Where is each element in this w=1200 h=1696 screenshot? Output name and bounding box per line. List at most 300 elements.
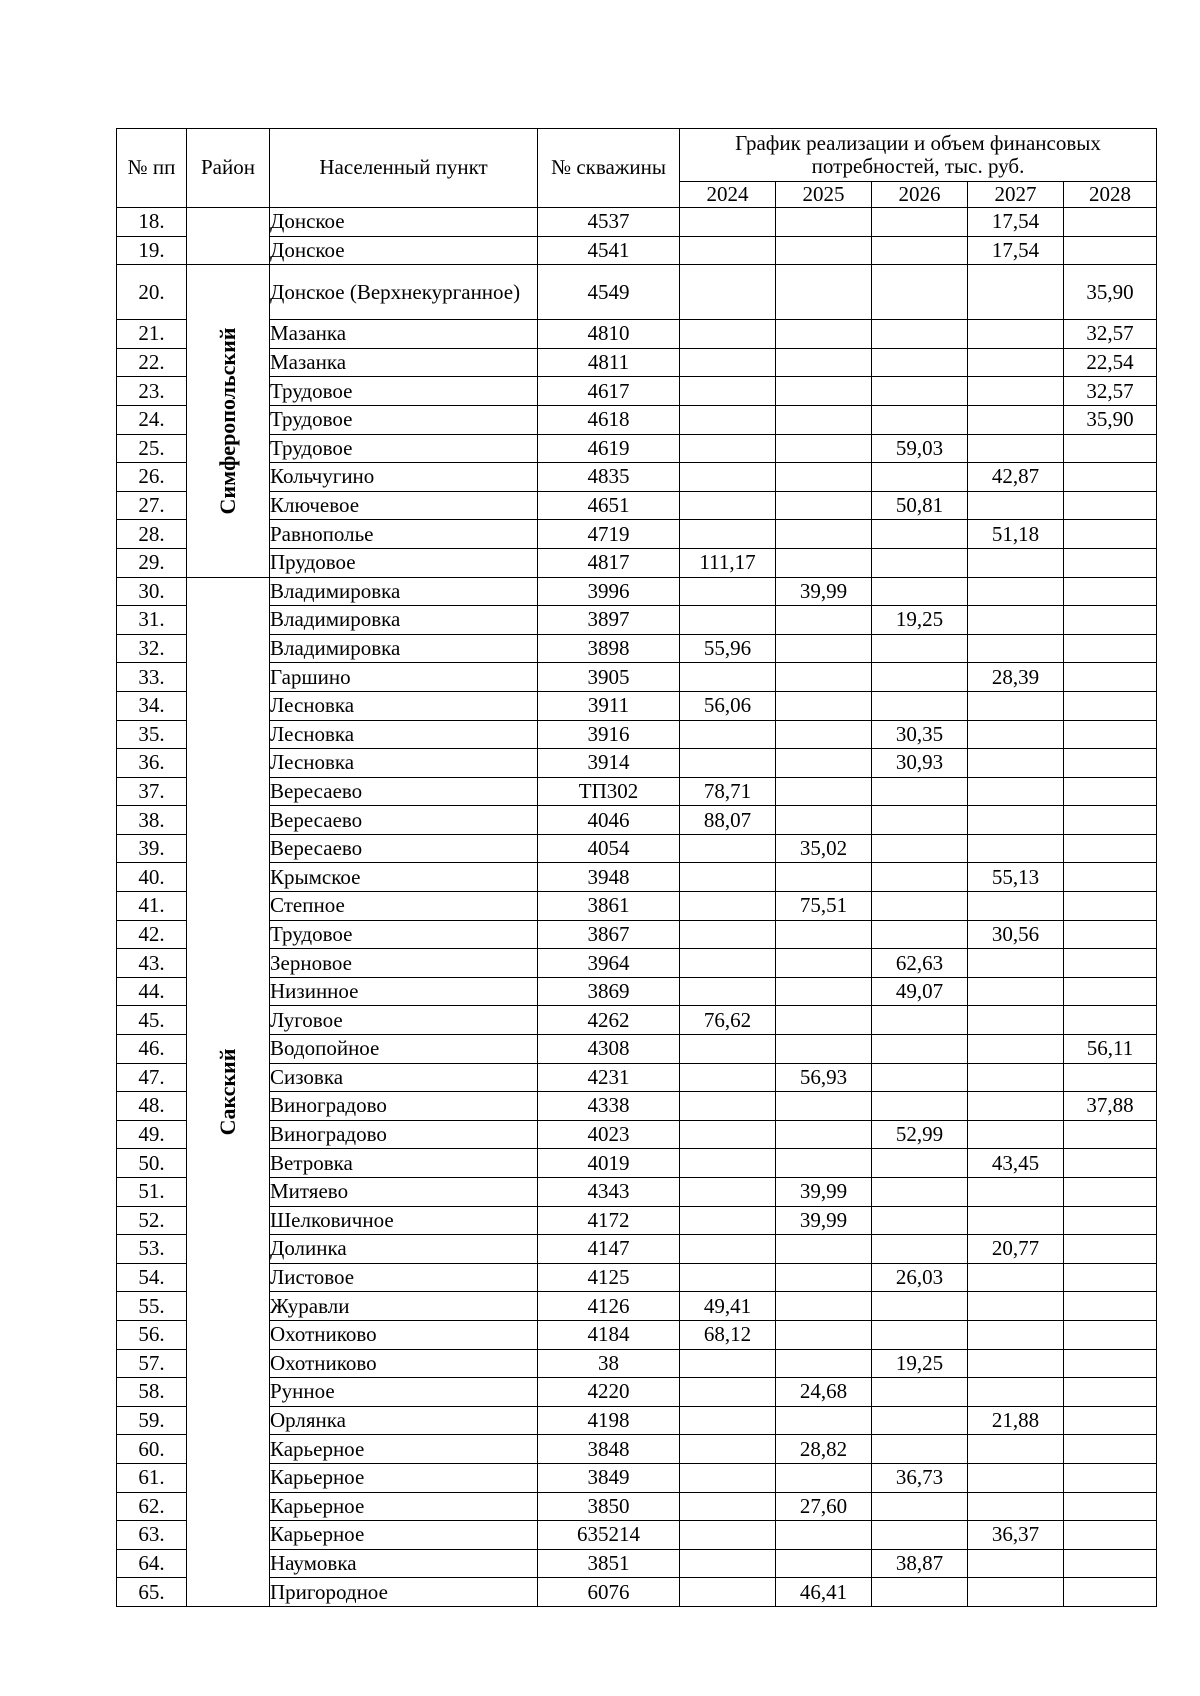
- amount-cell: [680, 920, 776, 949]
- amount-cell: [680, 1092, 776, 1121]
- amount-cell: [680, 749, 776, 778]
- table-row: [117, 1178, 1157, 1207]
- amount-cell: [1064, 863, 1157, 892]
- table-row: [117, 749, 1157, 778]
- amount-cell: [872, 691, 968, 720]
- settlement-name: Ветровка: [270, 1149, 538, 1178]
- well-number: 3964: [538, 949, 680, 978]
- amount-cell: [872, 1406, 968, 1435]
- settlement-name: Вересаево: [270, 834, 538, 863]
- settlement-name: Донское (Верхнекурганное): [270, 265, 538, 320]
- amount-cell: [872, 1035, 968, 1064]
- row-number: 25.: [117, 434, 187, 463]
- amount-cell: [1064, 1463, 1157, 1492]
- amount-cell: [872, 577, 968, 606]
- well-number: 3916: [538, 720, 680, 749]
- amount-cell: 36,37: [968, 1521, 1064, 1550]
- amount-cell: [680, 663, 776, 692]
- row-number: 48.: [117, 1092, 187, 1121]
- amount-cell: 56,11: [1064, 1035, 1157, 1064]
- amount-cell: [968, 720, 1064, 749]
- amount-cell: [872, 265, 968, 320]
- amount-cell: 19,25: [872, 606, 968, 635]
- table-row: [117, 208, 1157, 237]
- amount-cell: 75,51: [776, 892, 872, 921]
- amount-cell: [1064, 1292, 1157, 1321]
- amount-cell: [968, 1178, 1064, 1207]
- settlement-name: Трудовое: [270, 920, 538, 949]
- row-number: 43.: [117, 949, 187, 978]
- row-number: 45.: [117, 1006, 187, 1035]
- amount-cell: [776, 977, 872, 1006]
- amount-cell: [968, 834, 1064, 863]
- amount-cell: 24,68: [776, 1378, 872, 1407]
- amount-cell: [872, 634, 968, 663]
- header-settlement: Населенный пункт: [270, 129, 538, 208]
- amount-cell: [776, 208, 872, 237]
- row-number: 22.: [117, 348, 187, 377]
- amount-cell: [1064, 463, 1157, 492]
- settlement-name: Карьерное: [270, 1463, 538, 1492]
- amount-cell: [968, 1292, 1064, 1321]
- amount-cell: [872, 777, 968, 806]
- row-number: 56.: [117, 1320, 187, 1349]
- amount-cell: [968, 1435, 1064, 1464]
- amount-cell: 52,99: [872, 1120, 968, 1149]
- amount-cell: [776, 1549, 872, 1578]
- well-number: 4308: [538, 1035, 680, 1064]
- amount-cell: [680, 1263, 776, 1292]
- row-number: 38.: [117, 806, 187, 835]
- amount-cell: [1064, 491, 1157, 520]
- table-row: [117, 1378, 1157, 1407]
- amount-cell: [776, 1120, 872, 1149]
- row-number: 33.: [117, 663, 187, 692]
- amount-cell: [872, 1578, 968, 1607]
- settlement-name: Мазанка: [270, 348, 538, 377]
- amount-cell: [872, 1063, 968, 1092]
- district-name: Сакский: [214, 1048, 240, 1136]
- amount-cell: [680, 348, 776, 377]
- table-row: [117, 520, 1157, 549]
- amount-cell: [1064, 1120, 1157, 1149]
- amount-cell: [1064, 1378, 1157, 1407]
- amount-cell: [680, 1035, 776, 1064]
- amount-cell: [968, 1206, 1064, 1235]
- row-number: 23.: [117, 377, 187, 406]
- amount-cell: [872, 1292, 968, 1321]
- row-number: 53.: [117, 1235, 187, 1264]
- amount-cell: [680, 977, 776, 1006]
- amount-cell: [776, 691, 872, 720]
- amount-cell: [872, 1492, 968, 1521]
- amount-cell: [1064, 1406, 1157, 1435]
- amount-cell: 20,77: [968, 1235, 1064, 1264]
- amount-cell: [872, 348, 968, 377]
- row-number: 46.: [117, 1035, 187, 1064]
- row-number: 28.: [117, 520, 187, 549]
- amount-cell: [968, 577, 1064, 606]
- table-row: [117, 920, 1157, 949]
- amount-cell: [680, 377, 776, 406]
- well-number: 4817: [538, 548, 680, 577]
- table-row: [117, 606, 1157, 635]
- district-cell: [187, 265, 270, 577]
- amount-cell: [776, 749, 872, 778]
- amount-cell: [968, 434, 1064, 463]
- well-number: 3848: [538, 1435, 680, 1464]
- amount-cell: [968, 1463, 1064, 1492]
- settlement-name: Шелковичное: [270, 1206, 538, 1235]
- amount-cell: [968, 1092, 1064, 1121]
- amount-cell: 37,88: [1064, 1092, 1157, 1121]
- well-number: 3850: [538, 1492, 680, 1521]
- settlement-name: Крымское: [270, 863, 538, 892]
- well-number: 4549: [538, 265, 680, 320]
- amount-cell: [872, 208, 968, 237]
- amount-cell: [680, 1063, 776, 1092]
- well-number: 4835: [538, 463, 680, 492]
- amount-cell: [680, 1120, 776, 1149]
- settlement-name: Луговое: [270, 1006, 538, 1035]
- table-row: [117, 463, 1157, 492]
- amount-cell: [872, 863, 968, 892]
- settlement-name: Донское: [270, 208, 538, 237]
- amount-cell: [680, 1178, 776, 1207]
- amount-cell: [776, 806, 872, 835]
- amount-cell: [1064, 663, 1157, 692]
- row-number: 24.: [117, 405, 187, 434]
- amount-cell: [1064, 434, 1157, 463]
- amount-cell: [776, 548, 872, 577]
- amount-cell: [872, 1149, 968, 1178]
- amount-cell: [776, 949, 872, 978]
- well-number: 4126: [538, 1292, 680, 1321]
- settlement-name: Вересаево: [270, 777, 538, 806]
- amount-cell: 56,06: [680, 691, 776, 720]
- amount-cell: 49,07: [872, 977, 968, 1006]
- well-number: 4617: [538, 377, 680, 406]
- row-number: 41.: [117, 892, 187, 921]
- row-number: 52.: [117, 1206, 187, 1235]
- row-number: 37.: [117, 777, 187, 806]
- table-row: [117, 1521, 1157, 1550]
- well-number: 4184: [538, 1320, 680, 1349]
- amount-cell: [680, 491, 776, 520]
- amount-cell: [1064, 634, 1157, 663]
- amount-cell: [1064, 1435, 1157, 1464]
- well-number: 4537: [538, 208, 680, 237]
- amount-cell: 42,87: [968, 463, 1064, 492]
- row-number: 21.: [117, 320, 187, 349]
- row-number: 59.: [117, 1406, 187, 1435]
- row-number: 18.: [117, 208, 187, 237]
- amount-cell: [872, 520, 968, 549]
- settlement-name: Мазанка: [270, 320, 538, 349]
- row-number: 61.: [117, 1463, 187, 1492]
- amount-cell: 78,71: [680, 777, 776, 806]
- well-number: 4125: [538, 1263, 680, 1292]
- amount-cell: 51,18: [968, 520, 1064, 549]
- amount-cell: 28,82: [776, 1435, 872, 1464]
- well-number: 4220: [538, 1378, 680, 1407]
- settlement-name: Гаршино: [270, 663, 538, 692]
- well-number: 4172: [538, 1206, 680, 1235]
- well-number: 3905: [538, 663, 680, 692]
- amount-cell: [968, 691, 1064, 720]
- settlement-name: Долинка: [270, 1235, 538, 1264]
- amount-cell: [776, 1092, 872, 1121]
- well-number: 4262: [538, 1006, 680, 1035]
- well-number: 4651: [538, 491, 680, 520]
- amount-cell: 19,25: [872, 1349, 968, 1378]
- amount-cell: [680, 236, 776, 265]
- row-number: 54.: [117, 1263, 187, 1292]
- table-row: [117, 491, 1157, 520]
- settlement-name: Орлянка: [270, 1406, 538, 1435]
- amount-cell: [1064, 577, 1157, 606]
- table-row: [117, 1406, 1157, 1435]
- amount-cell: [1064, 806, 1157, 835]
- amount-cell: [680, 265, 776, 320]
- amount-cell: 68,12: [680, 1320, 776, 1349]
- well-number: 3898: [538, 634, 680, 663]
- amount-cell: [1064, 548, 1157, 577]
- table-row: [117, 348, 1157, 377]
- header-year: 2026: [872, 182, 968, 208]
- row-number: 19.: [117, 236, 187, 265]
- row-number: 50.: [117, 1149, 187, 1178]
- settlement-name: Рунное: [270, 1378, 538, 1407]
- row-number: 32.: [117, 634, 187, 663]
- settlement-name: Листовое: [270, 1263, 538, 1292]
- row-number: 27.: [117, 491, 187, 520]
- amount-cell: [968, 320, 1064, 349]
- table-row: [117, 377, 1157, 406]
- amount-cell: 30,35: [872, 720, 968, 749]
- row-number: 20.: [117, 265, 187, 320]
- amount-cell: 88,07: [680, 806, 776, 835]
- amount-cell: [680, 1206, 776, 1235]
- header-num: № пп: [117, 129, 187, 208]
- amount-cell: [1064, 1063, 1157, 1092]
- table-row: [117, 1492, 1157, 1521]
- amount-cell: [680, 1435, 776, 1464]
- amount-cell: [1064, 977, 1157, 1006]
- settlement-name: Лесновка: [270, 691, 538, 720]
- header-district: Район: [187, 129, 270, 208]
- amount-cell: [1064, 1492, 1157, 1521]
- well-number: 3996: [538, 577, 680, 606]
- amount-cell: 62,63: [872, 949, 968, 978]
- table-row: [117, 1092, 1157, 1121]
- district-cell: [187, 208, 270, 265]
- settlement-name: Карьерное: [270, 1521, 538, 1550]
- amount-cell: [776, 1235, 872, 1264]
- amount-cell: 55,96: [680, 634, 776, 663]
- amount-cell: [872, 663, 968, 692]
- amount-cell: [680, 1463, 776, 1492]
- table-row: [117, 691, 1157, 720]
- amount-cell: [680, 1406, 776, 1435]
- amount-cell: 46,41: [776, 1578, 872, 1607]
- amount-cell: 30,56: [968, 920, 1064, 949]
- amount-cell: 17,54: [968, 208, 1064, 237]
- amount-cell: 28,39: [968, 663, 1064, 692]
- amount-cell: [968, 1492, 1064, 1521]
- row-number: 64.: [117, 1549, 187, 1578]
- header-schedule: График реализации и объем финансовых потребностей, тыс. руб.: [680, 129, 1157, 182]
- amount-cell: [872, 920, 968, 949]
- row-number: 44.: [117, 977, 187, 1006]
- header-year: 2028: [1064, 182, 1157, 208]
- row-number: 29.: [117, 548, 187, 577]
- amount-cell: [776, 1463, 872, 1492]
- amount-cell: 59,03: [872, 434, 968, 463]
- amount-cell: [872, 405, 968, 434]
- amount-cell: [872, 1521, 968, 1550]
- amount-cell: [872, 1006, 968, 1035]
- well-number: 4338: [538, 1092, 680, 1121]
- amount-cell: [872, 463, 968, 492]
- amount-cell: [1064, 777, 1157, 806]
- settlement-name: Владимировка: [270, 606, 538, 635]
- amount-cell: [776, 777, 872, 806]
- amount-cell: [680, 1349, 776, 1378]
- well-number: 4019: [538, 1149, 680, 1178]
- amount-cell: [968, 892, 1064, 921]
- amount-cell: 32,57: [1064, 377, 1157, 406]
- table-row: [117, 949, 1157, 978]
- settlement-name: Карьерное: [270, 1492, 538, 1521]
- amount-cell: [776, 920, 872, 949]
- amount-cell: [1064, 949, 1157, 978]
- district-cell: [187, 577, 270, 1606]
- row-number: 47.: [117, 1063, 187, 1092]
- well-number: 3849: [538, 1463, 680, 1492]
- header-year: 2024: [680, 182, 776, 208]
- table-row: [117, 1435, 1157, 1464]
- amount-cell: [680, 720, 776, 749]
- amount-cell: [680, 1235, 776, 1264]
- amount-cell: [776, 634, 872, 663]
- settlement-name: Трудовое: [270, 434, 538, 463]
- amount-cell: [776, 1521, 872, 1550]
- amount-cell: [1064, 691, 1157, 720]
- settlement-name: Виноградово: [270, 1092, 538, 1121]
- amount-cell: [680, 949, 776, 978]
- well-number: 3911: [538, 691, 680, 720]
- amount-cell: [968, 548, 1064, 577]
- table-row: [117, 548, 1157, 577]
- table-row: [117, 834, 1157, 863]
- amount-cell: [1064, 1006, 1157, 1035]
- amount-cell: [968, 377, 1064, 406]
- table-row: [117, 1320, 1157, 1349]
- amount-cell: [1064, 1521, 1157, 1550]
- row-number: 39.: [117, 834, 187, 863]
- table-row: [117, 1149, 1157, 1178]
- amount-cell: [1064, 834, 1157, 863]
- amount-cell: [680, 1578, 776, 1607]
- row-number: 31.: [117, 606, 187, 635]
- table-row: [117, 863, 1157, 892]
- settlement-name: Вересаево: [270, 806, 538, 835]
- settlement-name: Степное: [270, 892, 538, 921]
- table-row: [117, 1120, 1157, 1149]
- settlement-name: Равнополье: [270, 520, 538, 549]
- amount-cell: [1064, 1206, 1157, 1235]
- table-row: [117, 236, 1157, 265]
- settlement-name: Лесновка: [270, 749, 538, 778]
- amount-cell: [776, 1320, 872, 1349]
- well-number: 3897: [538, 606, 680, 635]
- settlement-name: Владимировка: [270, 634, 538, 663]
- amount-cell: [776, 863, 872, 892]
- amount-cell: [1064, 749, 1157, 778]
- amount-cell: [1064, 236, 1157, 265]
- amount-cell: [680, 434, 776, 463]
- amount-cell: [680, 320, 776, 349]
- well-number: 3861: [538, 892, 680, 921]
- amount-cell: 22,54: [1064, 348, 1157, 377]
- amount-cell: [680, 1549, 776, 1578]
- financing-schedule-table: [116, 128, 1157, 1607]
- amount-cell: [872, 1235, 968, 1264]
- row-number: 58.: [117, 1378, 187, 1407]
- settlement-name: Журавли: [270, 1292, 538, 1321]
- amount-cell: [1064, 1578, 1157, 1607]
- amount-cell: 49,41: [680, 1292, 776, 1321]
- amount-cell: [968, 348, 1064, 377]
- well-number: 4054: [538, 834, 680, 863]
- amount-cell: [776, 1349, 872, 1378]
- amount-cell: 35,90: [1064, 405, 1157, 434]
- table-header: [117, 129, 1157, 208]
- amount-cell: [1064, 892, 1157, 921]
- well-number: 38: [538, 1349, 680, 1378]
- well-number: 6076: [538, 1578, 680, 1607]
- row-number: 57.: [117, 1349, 187, 1378]
- amount-cell: [968, 265, 1064, 320]
- amount-cell: [872, 1435, 968, 1464]
- row-number: 63.: [117, 1521, 187, 1550]
- table-row: [117, 1035, 1157, 1064]
- well-number: 3869: [538, 977, 680, 1006]
- amount-cell: [680, 892, 776, 921]
- amount-cell: [872, 1206, 968, 1235]
- settlement-name: Водопойное: [270, 1035, 538, 1064]
- well-number: 4046: [538, 806, 680, 835]
- amount-cell: [776, 1263, 872, 1292]
- well-number: 4147: [538, 1235, 680, 1264]
- amount-cell: 35,90: [1064, 265, 1157, 320]
- amount-cell: [776, 1292, 872, 1321]
- amount-cell: [968, 634, 1064, 663]
- amount-cell: [872, 834, 968, 863]
- amount-cell: [680, 834, 776, 863]
- amount-cell: 30,93: [872, 749, 968, 778]
- amount-cell: [968, 949, 1064, 978]
- amount-cell: [872, 1092, 968, 1121]
- well-number: 4810: [538, 320, 680, 349]
- amount-cell: [680, 577, 776, 606]
- settlement-name: Донское: [270, 236, 538, 265]
- table-body: [117, 208, 1157, 1607]
- amount-cell: 56,93: [776, 1063, 872, 1092]
- amount-cell: [776, 491, 872, 520]
- amount-cell: [968, 1578, 1064, 1607]
